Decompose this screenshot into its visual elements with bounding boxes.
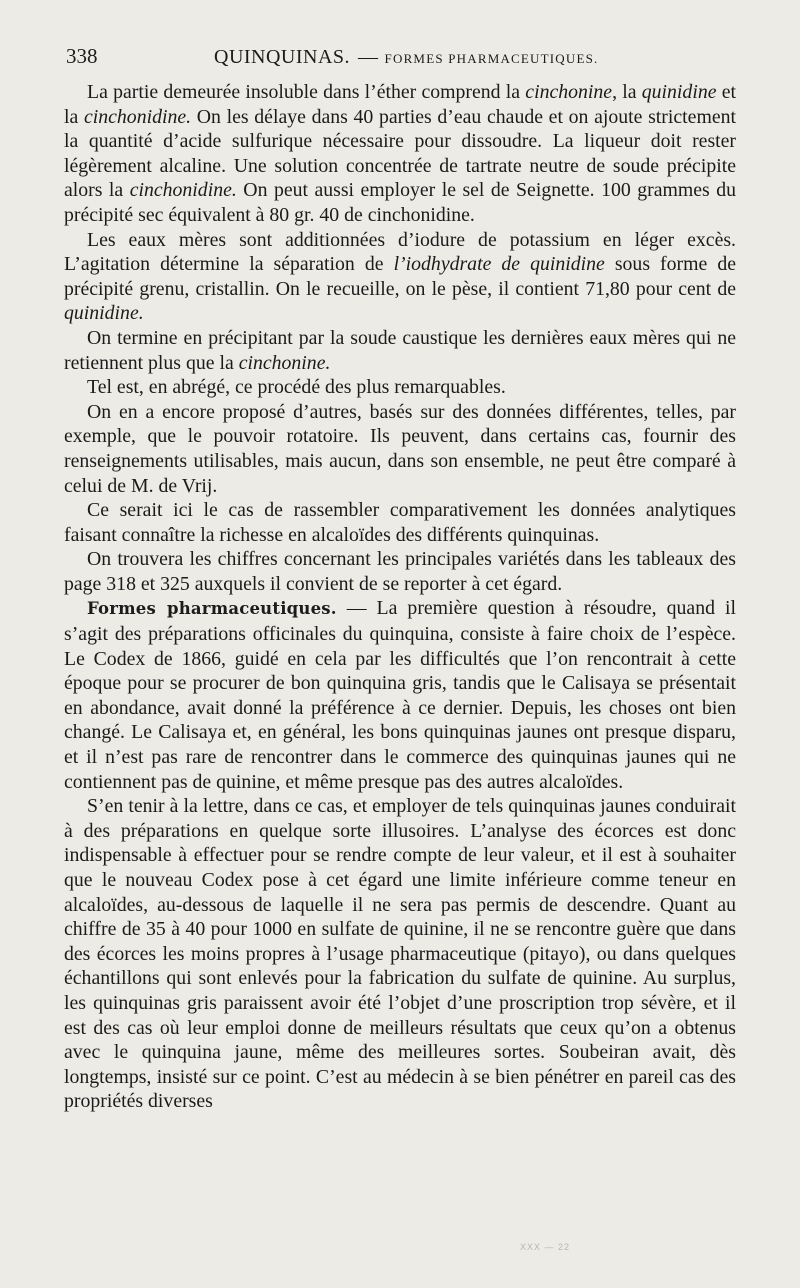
italic-term: quinidine. [64,302,144,325]
text-run: On trouvera les chiffres concernant les principales variétés dans les tableaux des page 318 et 325 auxquels il convient de se reporter à cet égard. [64,548,736,595]
paragraph [64,596,736,794]
text-run: et la [64,81,736,128]
italic-term: cinchonidine. [83,105,192,128]
text-run: — La première question à résoudre, quand il s’agit des préparations officinales du quinquina, consiste à faire choix de l’espèce. Le Codex de 1866, guidé en cela par les difficultés que l’on rencontrait à cette époque pour se procurer de bon quinquina gris, tandis que le Calisaya se présentait en abondance, avait donné la préférence à ce dernier. Depuis, les choses ont bien changé. Le Calisaya et, en général, les bons quinquinas jaunes ont presque disparu, et il n’est pas rare de rencontrer dans le commerce des quinquinas jaunes qui ne contiennent pas de quinine, et même presque pas des autres alcaloïdes. [64,597,736,793]
running-header [66,44,736,72]
text-run: On peut aussi employer le sel de Seignette. 100 grammes du précipité sec équivalent à 80 gr. 40 de cinchonidine. [64,179,736,226]
header-dash: — [358,46,379,68]
paragraph [64,498,736,547]
text-run: On termine en précipitant par la soude caustique les dernières eaux mères qui ne retiennent plus que la [64,326,736,374]
text-run: La partie demeurée insoluble dans l’éther comprend la [87,81,526,103]
italic-term: l’iodhydrate de quinidine [393,253,605,276]
text-run: Ce serait ici le cas de rassembler comparativement les données analytiques faisant connaître la richesse en alcaloïdes des différents quinquinas. [64,499,736,546]
text-run: S’en tenir à la lettre, dans ce cas, et employer de tels quinquinas jaunes conduirait à des préparations en quelque sorte illusoires. L’analyse des écorces est donc indispensable à effectuer pour se rendre compte de leur valeur, et il est à souhaiter que le nouveau Codex pose à cet égard une limite inférieure comme teneur en alcaloïdes, au-dessous de laquelle il ne sera pas permis de descendre. Quant au chiffre de 35 à 40 pour 1000 en sulfate de quinine, il ne se rencontre guère que dans des écorces les moins propres à l’usage pharmaceutique (pitayo), ou dans quelques échantillons qui sont enlevés pour la fabrication du sulfate de quinine. Au surplus, les quinquinas gris paraissent avoir été l’objet d’une proscription trop sévère, et il est des cas où leur emploi donne de meilleurs résultats que ceux qu’on a obtenus avec le quinquina jaune, même des meilleures sortes. Soubeiran avait, dès longtemps, insisté sur ce point. C’est au médecin à se bien pénétrer en pareil cas des propriétés diverses [64,795,736,1113]
page-number: 338 [66,44,98,68]
body-text [64,80,736,1114]
paragraph [64,375,736,400]
paragraph [64,326,736,375]
italic-term: quinidine [641,81,717,103]
paragraph [64,547,736,596]
italic-term: cinchonine. [238,351,331,374]
text-run: sous forme de précipité grenu, cristallin. On le recueille, on le pèse, il contient 71,80 pour cent de [64,253,736,300]
header-subtitle: FORMES PHARMACEUTIQUES. [384,51,599,66]
header-title: QUINQUINAS. [214,46,351,68]
italic-term: cinchonidine. [129,179,237,202]
paragraph [64,228,736,326]
section-heading: Formes pharmaceutiques. [87,599,337,619]
paragraph [64,80,736,228]
paragraph [64,400,736,498]
text-run: , la [612,81,642,103]
text-run: On les délaye dans 40 parties d’eau chaude et on ajoute strictement la quantité d’acide sulfurique nécessaire pour dissoudre. La liqueur doit rester légèrement alcaline. Une solution concentrée de tartrate neutre de soude précipite alors la [64,105,736,202]
text-run: On en a encore proposé d’autres, basés sur des données différentes, telles, par exemple, que le pouvoir rotatoire. Ils peuvent, dans certains cas, fournir des renseignements utilisables, mais aucun, dans son ensemble, ne peut être comparé à celui de M. de Vrij. [64,400,736,497]
paragraph [64,794,736,1114]
signature-mark: XXX — 22 [520,1242,571,1252]
text-run: Tel est, en abrégé, ce procédé des plus remarquables. [87,376,506,399]
text-run: Les eaux mères sont additionnées d’iodure de potassium en léger excès. L’agitation détermine la séparation de [64,228,736,276]
italic-term: cinchonine [525,81,613,103]
